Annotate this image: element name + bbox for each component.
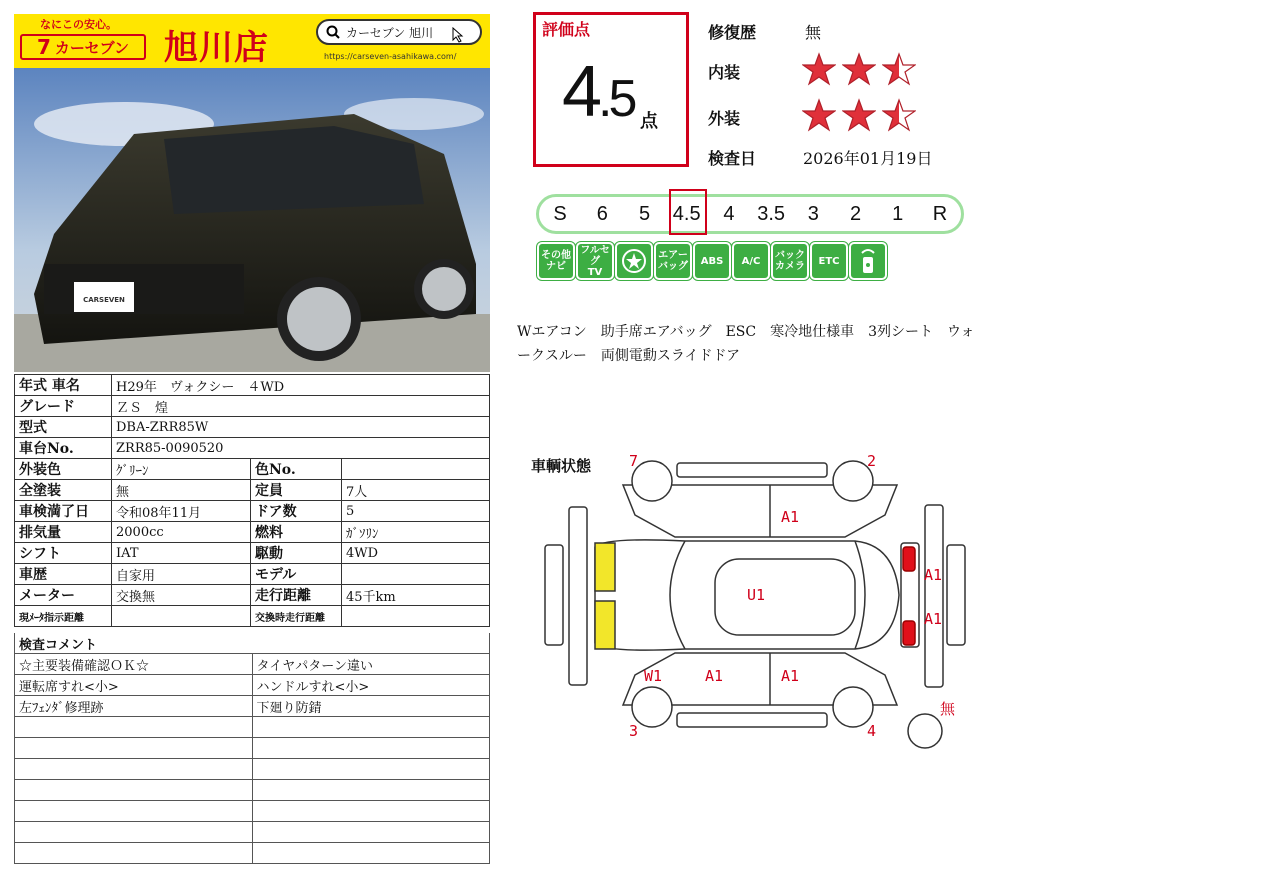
spec-value: 令和08年11月 — [112, 501, 251, 522]
comment-cell: 運転席すれ<小> — [15, 675, 253, 696]
spec-table — [14, 374, 490, 627]
grade-scale-highlight — [669, 189, 707, 235]
back-camera-icon: バック カメラ — [771, 242, 809, 280]
comment-cell — [15, 738, 253, 759]
spec-value: ZRR85-0090520 — [112, 438, 490, 459]
store-name: 旭川店 — [164, 28, 269, 68]
store-banner — [14, 14, 490, 68]
comment-cell — [15, 759, 253, 780]
comment-row — [15, 801, 490, 822]
spec-value: DBA-ZRR85W — [112, 417, 490, 438]
spec-key: 型式 — [15, 417, 112, 438]
grade-option: 6 — [596, 202, 608, 225]
inspection-date-value: 2026年01月19日 — [803, 149, 933, 168]
comment-row — [15, 822, 490, 843]
spec-value: 5 — [342, 501, 490, 522]
comment-cell: 下廻り防錆 — [252, 696, 490, 717]
grade-option: 5 — [638, 202, 651, 225]
score-dec: .5 — [598, 70, 634, 128]
spec-value — [342, 459, 490, 480]
damage-rear-lower: A1 — [924, 610, 943, 628]
comment-cell — [252, 780, 490, 801]
damage-left-fender: W1 — [644, 667, 663, 685]
comment-cell: 左ﾌｪﾝﾀﾞ修理跡 — [15, 696, 253, 717]
spec-key: グレード — [15, 396, 112, 417]
spec-value: 交換無 — [112, 585, 251, 606]
spec-value — [342, 606, 490, 627]
star-icon — [882, 52, 916, 86]
spec-row — [15, 480, 490, 501]
spec-key: ドア数 — [251, 501, 342, 522]
spec-value: 4WD — [342, 543, 490, 564]
exterior-rating — [802, 98, 922, 134]
search-icon — [326, 25, 340, 39]
spec-key: 車検満了日 — [15, 501, 112, 522]
spec-key: 交換時走行距離 — [251, 606, 342, 627]
banner-tagline: なにこの安心。 — [40, 18, 117, 31]
comments-header: 検査コメント — [15, 633, 490, 654]
spec-value: ＺＳ 煌 — [112, 396, 490, 417]
spec-row — [15, 459, 490, 480]
damage-rear-upper: A1 — [924, 566, 943, 584]
grade-option: 1 — [892, 202, 904, 225]
grade-option: 3.5 — [757, 202, 786, 225]
damage-left-rear-door: A1 — [781, 667, 800, 685]
score-label: 評価点 — [542, 20, 591, 39]
etc-icon: ETC — [810, 242, 848, 280]
fullseg-tv-icon: フルセグ TV — [576, 242, 614, 280]
spec-key: 年式 車名 — [15, 375, 112, 396]
star-icon — [802, 52, 836, 86]
repair-history-label: 修復歴 — [708, 23, 757, 42]
comment-cell — [15, 780, 253, 801]
alloy-wheel-icon — [615, 242, 653, 280]
repair-history-value: 無 — [805, 23, 822, 42]
corner-label-4: 4 — [867, 722, 877, 740]
comment-row — [15, 717, 490, 738]
license-plate: CARSEVEN — [83, 296, 125, 304]
interior-label: 内装 — [708, 63, 741, 82]
spec-row — [15, 606, 490, 627]
comment-cell — [15, 717, 253, 738]
spec-value — [112, 606, 251, 627]
spec-row — [15, 522, 490, 543]
spec-key: 定員 — [251, 480, 342, 501]
spec-value: 無 — [112, 480, 251, 501]
comment-row — [15, 738, 490, 759]
comment-cell — [252, 822, 490, 843]
comment-cell — [252, 843, 490, 864]
spec-row — [15, 396, 490, 417]
comment-cell: ハンドルすれ<小> — [252, 675, 490, 696]
comment-cell — [15, 822, 253, 843]
comment-row — [15, 654, 490, 675]
comment-cell: タイヤパターン違い — [252, 654, 490, 675]
spec-row — [15, 417, 490, 438]
other-navi-icon: その他 ナビ — [537, 242, 575, 280]
interior-rating — [802, 52, 922, 88]
score-unit: 点 — [640, 111, 658, 132]
car-photo — [14, 14, 490, 372]
spec-key: 駆動 — [251, 543, 342, 564]
comment-cell — [252, 759, 490, 780]
damage-roof: U1 — [747, 586, 766, 604]
spec-row — [15, 585, 490, 606]
score-box — [533, 12, 689, 167]
spec-value: 2000cc — [112, 522, 251, 543]
inspection-comments-table — [14, 633, 490, 864]
spec-key: 燃料 — [251, 522, 342, 543]
spec-value — [342, 564, 490, 585]
spec-row — [15, 501, 490, 522]
comment-cell — [252, 717, 490, 738]
smart-key-icon — [849, 242, 887, 280]
spec-row — [15, 564, 490, 585]
comment-row — [15, 696, 490, 717]
cursor-icon — [452, 27, 466, 43]
star-icon — [842, 98, 876, 132]
score-value — [562, 51, 633, 133]
grade-option: 4.5 — [672, 202, 701, 225]
diagram-title: 車輌状態 — [531, 457, 592, 475]
exterior-label: 外装 — [708, 109, 741, 128]
spec-row — [15, 543, 490, 564]
star-icon — [882, 98, 916, 132]
condition-diagram — [535, 455, 975, 755]
comment-row — [15, 843, 490, 864]
comment-row — [15, 780, 490, 801]
search-text: カーセブン 旭川 — [346, 25, 434, 40]
damage-left-front-door: A1 — [705, 667, 724, 685]
comment-cell — [15, 843, 253, 864]
grade-scale — [536, 194, 964, 234]
comment-cell: ☆主要装備確認ＯＫ☆ — [15, 654, 253, 675]
grade-option: R — [932, 202, 948, 225]
inspection-date-label: 検査日 — [708, 149, 757, 168]
comment-cell — [252, 801, 490, 822]
comment-cell — [252, 738, 490, 759]
grade-option: S — [553, 202, 567, 225]
star-icon — [842, 52, 876, 86]
star-icon — [802, 98, 836, 132]
spec-value: 自家用 — [112, 564, 251, 585]
abs-icon: ABS — [693, 242, 731, 280]
logo-text: カーセブン — [54, 38, 130, 57]
spec-key: 現ﾒｰﾀ指示距離 — [15, 606, 112, 627]
spec-key: シフト — [15, 543, 112, 564]
spec-key: 全塗装 — [15, 480, 112, 501]
ac-icon: A/C — [732, 242, 770, 280]
damage-right-door: A1 — [781, 508, 800, 526]
comment-row — [15, 759, 490, 780]
grade-option: 4 — [723, 202, 735, 225]
spec-key: 車台No. — [15, 438, 112, 459]
spec-row — [15, 438, 490, 459]
corner-label-2: 2 — [867, 452, 877, 470]
spec-key: メーター — [15, 585, 112, 606]
spec-value: IAT — [112, 543, 251, 564]
spec-key: 走行距離 — [251, 585, 342, 606]
banner-url: https://carseven-asahikawa.com/ — [324, 52, 457, 61]
corner-label-3: 3 — [629, 722, 639, 740]
spec-row — [15, 375, 490, 396]
grade-option: 3 — [807, 202, 819, 225]
spare-tire-status: 無 — [940, 700, 956, 718]
logo-mark: 7 — [36, 35, 51, 59]
corner-label-7: 7 — [629, 452, 639, 470]
spec-key: 色No. — [251, 459, 342, 480]
comment-cell — [15, 801, 253, 822]
spec-value: 45千km — [342, 585, 490, 606]
features-text: Wエアコン 助手席エアバッグ ESC 寒冷地仕様車 3列シート ウォークスルー 両側電動スライドドア — [517, 324, 975, 364]
spec-value: 7人 — [342, 480, 490, 501]
spec-value: ｸﾞﾘｰﾝ — [112, 459, 251, 480]
airbag-icon: エアー バッグ — [654, 242, 692, 280]
carseven-logo — [20, 34, 146, 60]
spec-value: H29年 ヴォクシー ４WD — [112, 375, 490, 396]
spec-key: モデル — [251, 564, 342, 585]
search-box[interactable] — [316, 19, 482, 45]
spec-key: 排気量 — [15, 522, 112, 543]
spec-key: 車歴 — [15, 564, 112, 585]
grade-option: 2 — [849, 202, 862, 225]
spec-key: 外装色 — [15, 459, 112, 480]
score-int: 4 — [562, 52, 599, 132]
comment-row — [15, 675, 490, 696]
spec-value: ｶﾞｿﾘﾝ — [342, 522, 490, 543]
